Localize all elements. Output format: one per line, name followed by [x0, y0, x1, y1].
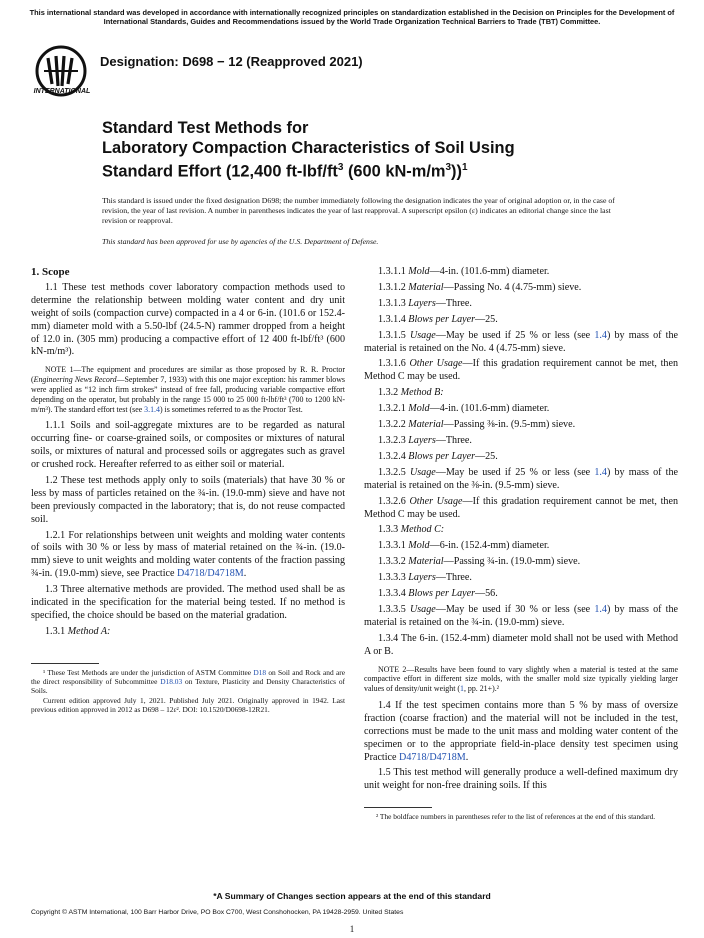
text: —Three. [435, 572, 472, 584]
text: —May be used if 25 % or less (see [435, 329, 595, 341]
tbt-notice: This international standard was developed in accordance with internationally recognized principles on standardization established in the Decision on Principles for the Development of International Standards, Guides and Recommendations issued by the World Trade Organization Technical Barriers to Trade (TBT) Committee. [29, 8, 675, 26]
num: 1.3.3.5 [378, 603, 410, 615]
note-text: NOTE 1—The equipment and procedures are similar as those proposed by R. R. Proctor ( [31, 365, 345, 385]
item-1-3-3-5 [364, 604, 678, 630]
logo-label: INTERNATIONAL [33, 88, 91, 95]
paragraph-1-3-1 [31, 626, 345, 639]
text: —4-in. (101.6-mm) diameter. [429, 403, 550, 415]
num: 1.3.2.1 [378, 403, 409, 415]
text: ) by mass of the material is retained on the ⅜-in. (9.5-mm) sieve. [364, 466, 679, 491]
footnote-divider [364, 807, 432, 808]
para-text: . [243, 568, 247, 580]
item-1-3-2 [364, 387, 678, 400]
label: Material [408, 419, 444, 431]
label: Usage [409, 466, 436, 478]
ref-link[interactable]: D4718/D4718M [399, 751, 466, 763]
para-text: 1.2.1 For relationships between unit weights and molding water contents of soils with 30 % or less by mass of material retained on the ¾-in. (19.0-mm) sieve to unit weights and molding water contents of the fraction passing ¾-in. (19.0-mm) sieve, see Practice [31, 529, 345, 580]
summary-of-changes: *A Summary of Changes section appears at the end of this standard [213, 891, 491, 901]
paragraph-1-2: 1.2 These test methods apply only to soils (materials) that have 30 % or less by mass of particles retained on the ¾-in. (19.0-mm) sieve and have not been previously compacted in the laboratory; that is, do not reuse compacted soil. [31, 474, 345, 525]
item-1-3-3 [364, 524, 678, 537]
ref-link[interactable]: D4718/D4718M [177, 568, 244, 580]
num: 1.3.3.3 [378, 572, 409, 584]
num: 1.3.1.6 [378, 358, 410, 370]
num: 1.3.3.4 [378, 588, 409, 600]
label: Material [408, 556, 444, 568]
item-1-3-2-3 [364, 435, 678, 448]
footnote-2 [364, 812, 678, 821]
num: 1.3.1.1 [378, 266, 409, 277]
item-1-3-3-4 [364, 588, 678, 601]
num: 1.3.3.2 [378, 556, 409, 568]
num: 1.3.3.1 [378, 540, 409, 552]
label: Other Usage [409, 358, 463, 370]
label: Mold [408, 403, 430, 415]
text: —Passing ¾-in. (19.0-mm) sieve. [443, 556, 581, 568]
label: Usage [409, 603, 436, 615]
standard-note: This standard is issued under the fixed designation D698; the number immediately following the designation indicates the year of original adoption or, in the case of revision, the year of last revision. A number in parentheses indicates the year of last reapproval. A superscript epsilon (ε) indicates an editorial change since the last revision or reapproval. [102, 196, 615, 225]
item-1-3-3-3 [364, 572, 678, 585]
title-footnote-mark: 1 [461, 162, 468, 173]
num: 1.3.1.3 [378, 297, 409, 309]
para-italic: Method A: [67, 625, 111, 637]
note-text: —September 7, 1933) with this one major exception: his rammer blows were applied as “12 inch firm strokes” instead of free fall, producing variable compactive effort depending on the operator, but probably in the range 15 000 to 25 000 ft-lbf/ft³ (700 to 1200 kN-m/m³). The standard effort test (see [31, 375, 345, 414]
item-1-3-2-4 [364, 451, 678, 464]
title-sup: 3 [337, 162, 344, 173]
item-1-3-3-2 [364, 556, 678, 569]
num: 1.3.2.6 [378, 495, 410, 507]
title-line-3-b: (600 kN-m/m [343, 162, 446, 181]
label: Mold [408, 266, 430, 277]
left-column [31, 266, 345, 714]
text: —Three. [435, 434, 472, 446]
item-1-3-1-6 [364, 358, 678, 384]
copyright: Copyright © ASTM International, 100 Barr Harbor Drive, PO Box C700, West Conshohocken, PA 19428-2959. United States [31, 909, 404, 916]
num: 1.3.2 [378, 387, 401, 399]
paragraph-1-2-1 [31, 530, 345, 582]
num: 1.3.1.4 [378, 313, 409, 325]
text: —Passing ⅜-in. (9.5-mm) sieve. [443, 419, 576, 431]
text: —4-in. (101.6-mm) diameter. [429, 266, 550, 277]
text: —If this gradation requirement cannot be met, then Method C may be used. [364, 495, 679, 520]
text: —6-in. (152.4-mm) diameter. [429, 540, 550, 552]
label: Blows per Layer [408, 450, 476, 462]
text: —56. [475, 588, 498, 600]
ref-link[interactable]: 1 [460, 684, 464, 694]
ref-link[interactable]: 1.4 [594, 329, 607, 341]
right-column [364, 266, 678, 822]
ref-link[interactable]: 3.1.4 [144, 404, 160, 414]
text: ) by mass of the material is retained on the No. 4 (4.75-mm) sieve. [364, 329, 679, 354]
footnote-text: ² The boldface numbers in parentheses refer to the list of references at the end of this standard. [376, 812, 656, 822]
footnote-divider [31, 663, 99, 664]
paragraph-1-3-4: 1.3.4 The 6-in. (152.4-mm) diameter mold shall not be used with Method A or B. [364, 632, 678, 657]
num: 1.3.2.5 [378, 466, 410, 478]
text: —May be used if 30 % or less (see [435, 603, 595, 615]
paragraph-1-1-1: 1.1.1 Soils and soil-aggregate mixtures are to be regarded as natural occurring fine- or coarse-grained soils, or composites or mixtures of natural soils, or mixtures of natural and processed soils or aggregates such as gravel or crushed rock. Hereafter referred to as either soil or material. [31, 420, 345, 471]
text: —If this gradation requirement cannot be met, then Method C may be used. [364, 358, 679, 383]
note-text: ) is sometimes referred to as the Proctor Test. [159, 404, 303, 414]
fn-text: on Soil and Rock and are the direct responsibility of Subcommittee [31, 667, 345, 687]
para-text: 1.4 If the test specimen contains more than 5 % by mass of oversize fraction (coarse fraction) and the material will not be included in the test, corrections must be made to the unit mass and molding water content of the specimen or to the appropriate field-in-place density test specimen using Practice [364, 699, 678, 763]
num: 1.3.2.4 [378, 450, 409, 462]
ref-link[interactable]: 1.4 [594, 466, 607, 478]
label: Layers [408, 572, 436, 584]
label: Usage [409, 329, 436, 341]
text: —Three. [435, 297, 472, 309]
item-1-3-1-3 [364, 298, 678, 311]
label: Other Usage [409, 495, 463, 507]
title-line-3 [102, 158, 662, 181]
section-heading: 1. Scope [31, 266, 70, 278]
num: 1.3.2.2 [378, 419, 409, 431]
num: 1.3.3 [378, 524, 401, 536]
item-1-3-2-6 [364, 496, 678, 522]
text: —25. [475, 313, 498, 325]
footnote-text [31, 668, 345, 696]
item-1-3-3-1 [364, 540, 678, 553]
label: Method B: [400, 387, 444, 399]
para-text: . [465, 751, 469, 763]
label: Blows per Layer [408, 313, 476, 325]
label: Blows per Layer [408, 588, 476, 600]
label: Layers [408, 434, 436, 446]
item-1-3-2-5 [364, 467, 678, 493]
page-title [102, 118, 662, 181]
item-1-3-1-2 [364, 282, 678, 295]
footnote-1 [31, 668, 345, 714]
note-italic: Engineering News Record [33, 375, 117, 385]
para-text: 1.3.1 [45, 625, 68, 637]
title-line-1: Standard Test Methods for [102, 119, 309, 137]
text: —Passing No. 4 (4.75-mm) sieve. [443, 281, 582, 293]
note-text: NOTE 2—Results have been found to vary slightly when a material is tested at the same compactive effort in different size molds, with the smaller mold size typically yielding larger values of density/unit weight ( [364, 664, 678, 694]
text: —25. [475, 450, 498, 462]
title-line-3-c: )) [451, 162, 462, 181]
item-1-3-1-1 [364, 266, 678, 279]
item-1-3-1-5 [364, 330, 678, 356]
label: Layers [408, 297, 436, 309]
num: 1.3.2.3 [378, 434, 409, 446]
num: 1.3.1.5 [378, 329, 410, 341]
text: ) by mass of the material is retained on the ¾-in. (19.0-mm) sieve. [364, 603, 679, 628]
label: Material [408, 281, 444, 293]
ref-link[interactable]: D18 [253, 667, 267, 677]
fn-text: on Texture, Plasticity and Density Characteristics of Soils. [31, 677, 345, 696]
fn-text: ¹ These Test Methods are under the jurisdiction of ASTM Committee [43, 667, 254, 677]
ref-link[interactable]: 1.4 [594, 603, 607, 615]
ref-link[interactable]: D18.03 [160, 677, 183, 687]
note-1 [31, 365, 345, 414]
title-line-3-a: Standard Effort (12,400 ft-lbf/ft [102, 162, 338, 181]
label: Mold [408, 540, 430, 552]
num: 1.3.1.2 [378, 281, 409, 293]
page-number: 1 [349, 924, 355, 934]
approved-note: This standard has been approved for use by agencies of the U.S. Department of Defense. [102, 237, 379, 246]
paragraph-1-1: 1.1 These test methods cover laboratory compaction methods used to determine the relationship between molding water content and dry unit weight of soils (compaction curve) compacted in a 4 or 6-in. (101.6 or 152.4-mm) diameter mold with a 5.50-lbf (24.5-N) rammer dropped from a height of 12.0 in. (305 mm) producing a compactive effort of 12 400 ft-lbf/ft³ (600 kN-m/m³). [31, 281, 345, 358]
item-1-3-2-2 [364, 419, 678, 432]
note-2 [364, 665, 678, 694]
title-line-2: Laboratory Compaction Characteristics of Soil Using [102, 139, 515, 157]
label: Method C: [400, 524, 445, 536]
designation: Designation: D698 − 12 (Reapproved 2021) [100, 54, 363, 69]
note-text: , pp. 21+).² [463, 684, 500, 694]
footnote-text: Current edition approved July 1, 2021. Published July 2021. Originally approved in 1942. Last previous edition approved in 2012 as D698 – 12ε². DOI: 10.1520/D0698-12R21. [31, 695, 345, 715]
item-1-3-1-4 [364, 314, 678, 327]
title-sup: 3 [445, 162, 452, 173]
paragraph-1-5: 1.5 This test method will generally produce a well-defined maximum dry unit weight for non-free draining soils. If this [364, 767, 678, 792]
text: —May be used if 25 % or less (see [435, 466, 595, 478]
paragraph-1-3: 1.3 Three alternative methods are provided. The method used shall be as indicated in the specification for the material being tested. If no method is specified, the choice should be based on the material gradation. [31, 584, 345, 622]
paragraph-1-4 [364, 700, 678, 765]
item-1-3-2-1 [364, 403, 678, 416]
